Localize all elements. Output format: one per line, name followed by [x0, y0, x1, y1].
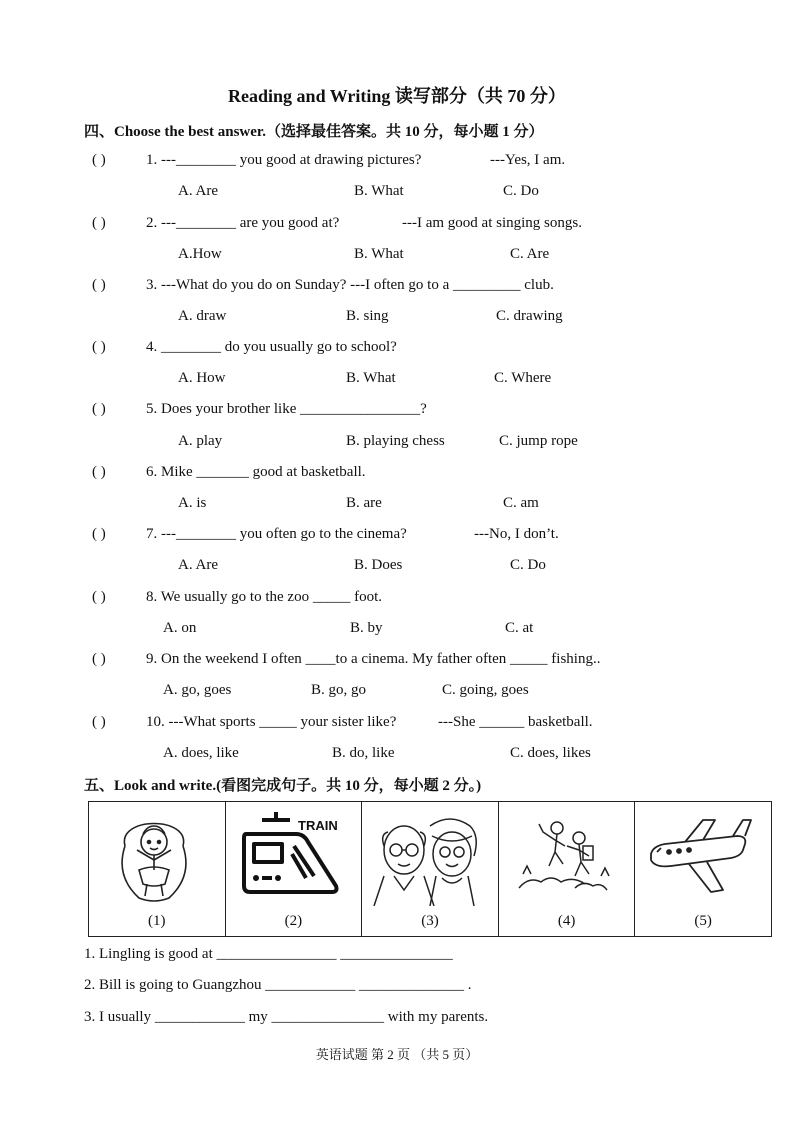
- writing-sentence-2: 2. Bill is going to Guangzhou ____________ ______________ .: [84, 977, 472, 993]
- writing-sentence-1: 1. Lingling is good at ________________ _______________: [84, 946, 453, 962]
- option-c: C. Do: [510, 557, 546, 573]
- option-c: C. jump rope: [499, 433, 578, 449]
- option-a: A. How: [178, 370, 226, 386]
- question-stem: 9. On the weekend I often ____to a cinema. My father often _____ fishing..: [146, 651, 601, 667]
- option-c: C. Where: [494, 370, 552, 386]
- question-stem: 4. ________ do you usually go to school?: [146, 339, 397, 355]
- answer-blank: ( ): [92, 152, 106, 168]
- picture-cell-3: [362, 802, 499, 936]
- question-stem: 6. Mike _______ good at basketball.: [146, 464, 366, 480]
- option-c: C. does, likes: [510, 745, 591, 761]
- option-a: A. draw: [178, 308, 227, 324]
- section-four-heading: 四、Choose the best answer.（选择最佳答案。共 10 分，每小题 1 分）: [84, 124, 544, 140]
- answer-blank: ( ): [92, 651, 106, 667]
- option-c: C. drawing: [496, 308, 563, 324]
- option-b: B. What: [354, 246, 404, 262]
- grandparents-icon: [368, 806, 486, 906]
- question-reply: ---No, I don’t.: [474, 526, 559, 542]
- option-b: B. What: [346, 370, 396, 386]
- answer-blank: ( ): [92, 464, 106, 480]
- question-stem: 5. Does your brother like ________________?: [146, 401, 427, 417]
- picture-cell-4: [499, 802, 636, 936]
- answer-blank: ( ): [92, 401, 106, 417]
- option-c: C. Are: [510, 246, 550, 262]
- question-stem: 2. ---________ are you good at?: [146, 215, 340, 231]
- option-c: C. going, goes: [442, 682, 529, 698]
- picture-caption: (2): [284, 913, 303, 929]
- plane-icon: [641, 806, 759, 906]
- question-reply: ---Yes, I am.: [490, 152, 566, 168]
- question-stem: 10. ---What sports _____ your sister like?: [146, 714, 397, 730]
- picture-caption: (3): [421, 913, 439, 929]
- question-reply: ---She ______ basketball.: [438, 714, 593, 730]
- answer-blank: ( ): [92, 339, 106, 355]
- option-c: C. at: [505, 620, 534, 636]
- train-icon: [232, 806, 350, 906]
- question-stem: 3. ---What do you do on Sunday? ---I often go to a _________ club.: [146, 277, 554, 293]
- question-stem: 1. ---________ you good at drawing pictures?: [146, 152, 422, 168]
- picture-caption: (4): [557, 913, 576, 929]
- answer-blank: ( ): [92, 589, 106, 605]
- option-b: B. sing: [346, 308, 389, 324]
- question-stem: 7. ---________ you often go to the cinema?: [146, 526, 407, 542]
- train-label: TRAIN: [297, 818, 338, 833]
- question-stem: 8. We usually go to the zoo _____ foot.: [146, 589, 382, 605]
- option-b: B. are: [346, 495, 382, 511]
- picture-grid: [88, 801, 772, 937]
- option-b: B. by: [350, 620, 383, 636]
- answer-blank: ( ): [92, 215, 106, 231]
- page-title: Reading and Writing 读写部分（共 70 分）: [228, 86, 566, 106]
- option-a: A. is: [178, 495, 207, 511]
- option-c: C. am: [503, 495, 539, 511]
- option-c: C. Do: [503, 183, 539, 199]
- picture-caption: (1): [148, 913, 166, 929]
- answer-blank: ( ): [92, 277, 106, 293]
- picture-cell-1: [89, 802, 226, 936]
- question-reply: ---I am good at singing songs.: [402, 215, 582, 231]
- option-b: B. Does: [354, 557, 403, 573]
- option-b: B. go, go: [311, 682, 367, 698]
- option-b: B. What: [354, 183, 404, 199]
- picture-cell-5: [635, 802, 771, 936]
- writing-sentence-3: 3. I usually ____________ my _______________ with my parents.: [84, 1009, 489, 1025]
- option-a: A. Are: [178, 183, 218, 199]
- option-b: B. playing chess: [346, 433, 445, 449]
- option-a: A. Are: [178, 557, 218, 573]
- option-a: A. does, like: [163, 745, 239, 761]
- option-a: A. go, goes: [163, 682, 232, 698]
- answer-blank: ( ): [92, 714, 106, 730]
- option-a: A. on: [163, 620, 197, 636]
- hiking-icon: [505, 806, 623, 906]
- picture-cell-2: [226, 802, 363, 936]
- option-a: A. play: [178, 433, 223, 449]
- option-b: B. do, like: [332, 745, 395, 761]
- jump-rope-girl-icon: [95, 806, 213, 906]
- page-footer: 英语试题 第 2 页 （共 5 页）: [315, 1047, 479, 1062]
- picture-caption: (5): [694, 913, 712, 929]
- option-a: A.How: [178, 246, 222, 262]
- section-five-heading: 五、Look and write.(看图完成句子。共 10 分，每小题 2 分。): [84, 778, 482, 794]
- answer-blank: ( ): [92, 526, 106, 542]
